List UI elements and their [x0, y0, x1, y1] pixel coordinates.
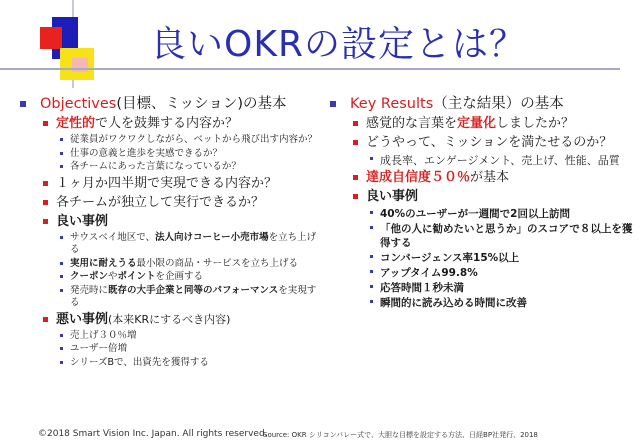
good-example-item	[56, 285, 318, 310]
square-bullet-icon	[60, 165, 63, 168]
example-text: 応答時間１秒未満	[380, 282, 464, 294]
bad-examples-heading: 悪い事例	[56, 311, 109, 327]
example-emphasis: 法人向けコーヒー小売市場	[155, 231, 269, 243]
square-bullet-icon	[60, 152, 63, 155]
good-example-item	[56, 258, 318, 271]
example-text: 瞬間的に読み込める時間に改善	[380, 297, 527, 309]
example-text: 最小限の商品・サービスを立ち上げる	[136, 257, 299, 269]
square-bullet-icon	[60, 361, 63, 364]
footer-source: Source: OKR シリコンバレー式で、大胆な目標を設定する方法、日経BP社発行、2018	[263, 431, 538, 439]
objective-criterion	[40, 115, 318, 174]
square-bullet-icon	[370, 211, 373, 214]
example-text: を企画する	[155, 271, 204, 282]
good-example-item	[56, 271, 318, 284]
kr-criterion	[350, 134, 633, 168]
square-bullet-icon	[43, 200, 48, 205]
square-bullet-icon	[60, 236, 63, 239]
key-results-heading	[328, 94, 633, 310]
criterion-text: １ヶ月か四半期で実現できる内容か？	[56, 175, 278, 191]
objectives-heading	[18, 94, 318, 369]
square-bullet-icon	[370, 285, 373, 288]
example-text: 発売時に	[70, 284, 109, 296]
good-example-item	[366, 207, 633, 221]
criterion-detail	[56, 161, 318, 174]
key-results-heading-rest: （主な結果）の基本	[433, 96, 564, 112]
objective-criterion	[40, 175, 318, 193]
square-bullet-icon	[60, 347, 63, 350]
criterion-text: で人を鼓舞する内容か？	[95, 116, 239, 131]
square-bullet-icon	[353, 121, 358, 126]
criterion-detail	[366, 153, 633, 168]
square-bullet-icon	[353, 175, 358, 180]
square-bullet-icon	[60, 289, 63, 292]
square-bullet-icon	[43, 317, 48, 322]
square-bullet-icon	[370, 270, 373, 273]
square-bullet-icon	[60, 275, 63, 278]
example-text: コンバージェンス率15%以上	[380, 252, 520, 264]
example-text: 40%のユーザーが一週間で2回以上訪問	[380, 208, 570, 220]
criterion-text: 各チームが独立して実行できるか？	[56, 194, 265, 210]
square-bullet-icon	[43, 181, 48, 186]
criterion-keyword: 定性的	[56, 116, 96, 131]
square-bullet-icon	[370, 300, 373, 303]
square-bullet-icon	[60, 138, 63, 141]
good-examples	[350, 188, 633, 310]
good-examples-heading: 良い事例	[366, 189, 419, 204]
example-text: アップタイム99.8%	[380, 267, 478, 279]
criterion-text: が基本	[470, 170, 510, 185]
objective-criterion	[40, 194, 318, 212]
example-text: 売上げ３０％増	[70, 329, 137, 341]
bad-example-item	[56, 343, 318, 356]
example-text: を立ち上げる	[70, 231, 317, 255]
criterion-detail-text: 従業員がワクワクしながら、ベットから飛び出す内容か？	[70, 134, 318, 145]
criterion-detail-text: 仕事の意義と進歩を実感できるか？	[70, 147, 223, 159]
square-bullet-icon	[353, 194, 358, 199]
criterion-detail	[56, 148, 318, 161]
criterion-keyword: 達成自信度５０％	[366, 170, 471, 185]
decor-red-square	[40, 27, 62, 49]
slide-title: 良いOKRの設定とは？	[150, 24, 526, 65]
square-bullet-icon	[370, 226, 373, 229]
good-example-item	[366, 296, 633, 310]
criterion-text: どうやって、ミッションを満たせるのか？	[366, 135, 613, 150]
criterion-detail	[56, 134, 318, 147]
criterion-text: 感覚的な言葉を	[366, 116, 458, 131]
criterion-text: しましたか？	[496, 116, 575, 131]
square-bullet-icon	[353, 140, 358, 145]
good-examples	[40, 213, 318, 310]
square-bullet-icon	[43, 121, 48, 126]
example-text: シリーズBで、出資先を獲得する	[70, 356, 209, 368]
good-example-item	[366, 251, 633, 265]
square-bullet-icon	[370, 157, 373, 160]
example-emphasis: クーポン	[70, 271, 109, 282]
square-bullet-icon	[370, 255, 373, 258]
example-emphasis: 既存の大手企業と同等のパフォーマンス	[108, 284, 279, 296]
footer-copyright: ©2018 Smart Vision Inc. Japan. All rights reserved.	[38, 429, 268, 439]
good-example-item	[56, 232, 318, 257]
bad-example-item	[56, 330, 318, 343]
criterion-detail-text: 成長率、エンゲージメント、売上げ、性能、品質	[380, 154, 620, 167]
square-bullet-icon	[20, 101, 26, 107]
good-example-item	[366, 281, 633, 295]
example-emphasis: ポイント	[117, 271, 156, 282]
key-results-column	[328, 94, 633, 312]
example-text: を実現する	[70, 284, 317, 308]
example-text: や	[108, 271, 118, 282]
objectives-heading-keyword: Objectives	[40, 96, 117, 112]
bad-example-item	[56, 357, 318, 370]
criterion-keyword: 定量化	[457, 116, 497, 131]
objectives-column	[18, 94, 318, 371]
good-example-item	[366, 266, 633, 280]
example-text: サウスベイ地区で、	[70, 231, 156, 243]
example-text: 「他の人に勧めたいと思うか」のスコアで８以上を獲得する	[380, 223, 633, 249]
example-emphasis: 実用に耐えうる	[70, 257, 137, 269]
bad-examples	[40, 311, 318, 370]
kr-criterion	[350, 169, 633, 187]
objectives-heading-rest: (目標、ミッション)の基本	[116, 96, 287, 112]
kr-criterion	[350, 115, 633, 133]
key-results-heading-keyword: Key Results	[350, 96, 434, 112]
title-underline	[0, 68, 620, 70]
example-text: ユーザー倍増	[70, 343, 128, 354]
square-bullet-icon	[60, 262, 63, 265]
square-bullet-icon	[330, 101, 336, 107]
square-bullet-icon	[60, 334, 63, 337]
good-examples-heading: 良い事例	[56, 213, 109, 229]
good-example-item	[366, 222, 633, 250]
criterion-detail-text: 各チームにあった言葉になっているか？	[70, 161, 241, 172]
square-bullet-icon	[43, 219, 48, 224]
bad-examples-note: (本来KRにするべき内容)	[108, 312, 231, 326]
